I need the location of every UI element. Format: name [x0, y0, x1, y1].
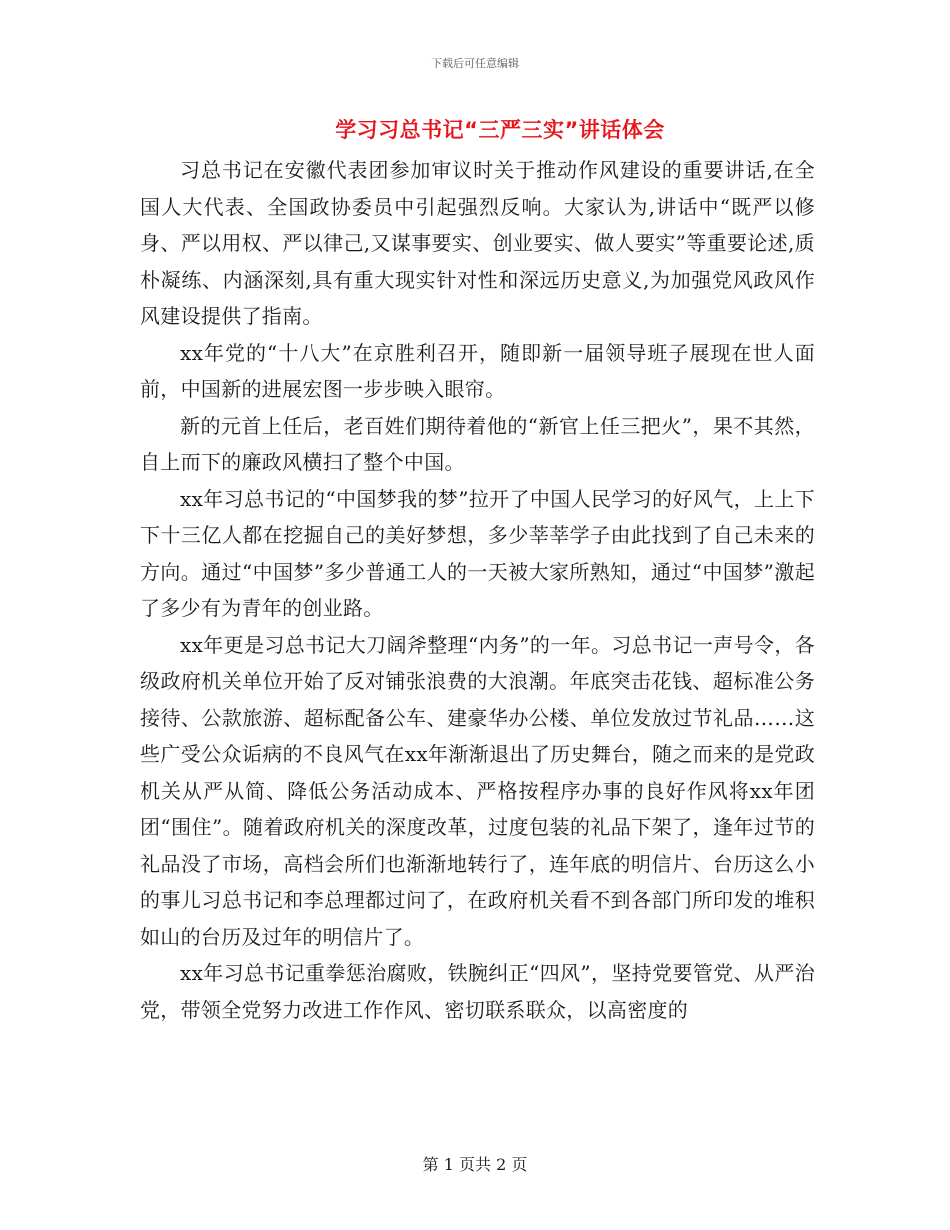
- paragraph: 习总书记在安徽代表团参加审议时关于推动作风建设的重要讲话,在全国人大代表、全国政协委员中引起强烈反响。大家认为,讲话中“既严以修身、严以用权、严以律己,又谋事要实、创业要实、做人要实”等重要论述,质朴凝练、内涵深刻,具有重大现实针对性和深远历史意义,为加强党风政风作风建设提供了指南。: [140, 158, 815, 328]
- paragraph: xx年更是习总书记大刀阔斧整理“内务”的一年。习总书记一声号令，各级政府机关单位开始了反对铺张浪费的大浪潮。年底突击花钱、超标准公务接待、公款旅游、超标配备公车、建豪华办公楼、单位发放过节礼品……这些广受公众诟病的不良风气在xx年渐渐退出了历史舞台，随之而来的是党政机关从严从简、降低公务活动成本、严格按程序办事的良好作风将xx年团团“围住”。随着政府机关的深度改革，过度包装的礼品下架了，逢年过节的礼品没了市场，高档会所们也渐渐地转行了，连年底的明信片、台历这么小的事儿习总书记和李总理都过问了，在政府机关看不到各部门所印发的堆积如山的台历及过年的明信片了。: [140, 632, 815, 949]
- document-body: [140, 152, 815, 1028]
- header-note: 下载后可任意编辑: [431, 57, 519, 70]
- paragraph: 新的元首上任后，老百姓们期待着他的“新官上任三把火”，果不其然，自上而下的廉政风横扫了整个中国。: [140, 413, 815, 474]
- document-title: 学习习总书记“三严三实”讲话体会: [335, 118, 665, 142]
- paragraph: xx年习总书记的“中国梦我的梦”拉开了中国人民学习的好风气，上上下下十三亿人都在挖掘自己的美好梦想，多少莘莘学子由此找到了自己未来的方向。通过“中国梦”多少普通工人的一天被大家所熟知，通过“中国梦”激起了多少有为青年的创业路。: [140, 486, 815, 620]
- page-number-footer: 第 1 页共 2 页: [422, 1155, 528, 1174]
- paragraph: xx年习总书记重拳惩治腐败，铁腕纠正“四风”，坚持党要管党、从严治党，带领全党努力改进工作作风、密切联系联众，以高密度的: [140, 961, 815, 1022]
- paragraph: xx年党的“十八大”在京胜利召开，随即新一届领导班子展现在世人面前，中国新的进展宏图一步步映入眼帘。: [140, 340, 815, 401]
